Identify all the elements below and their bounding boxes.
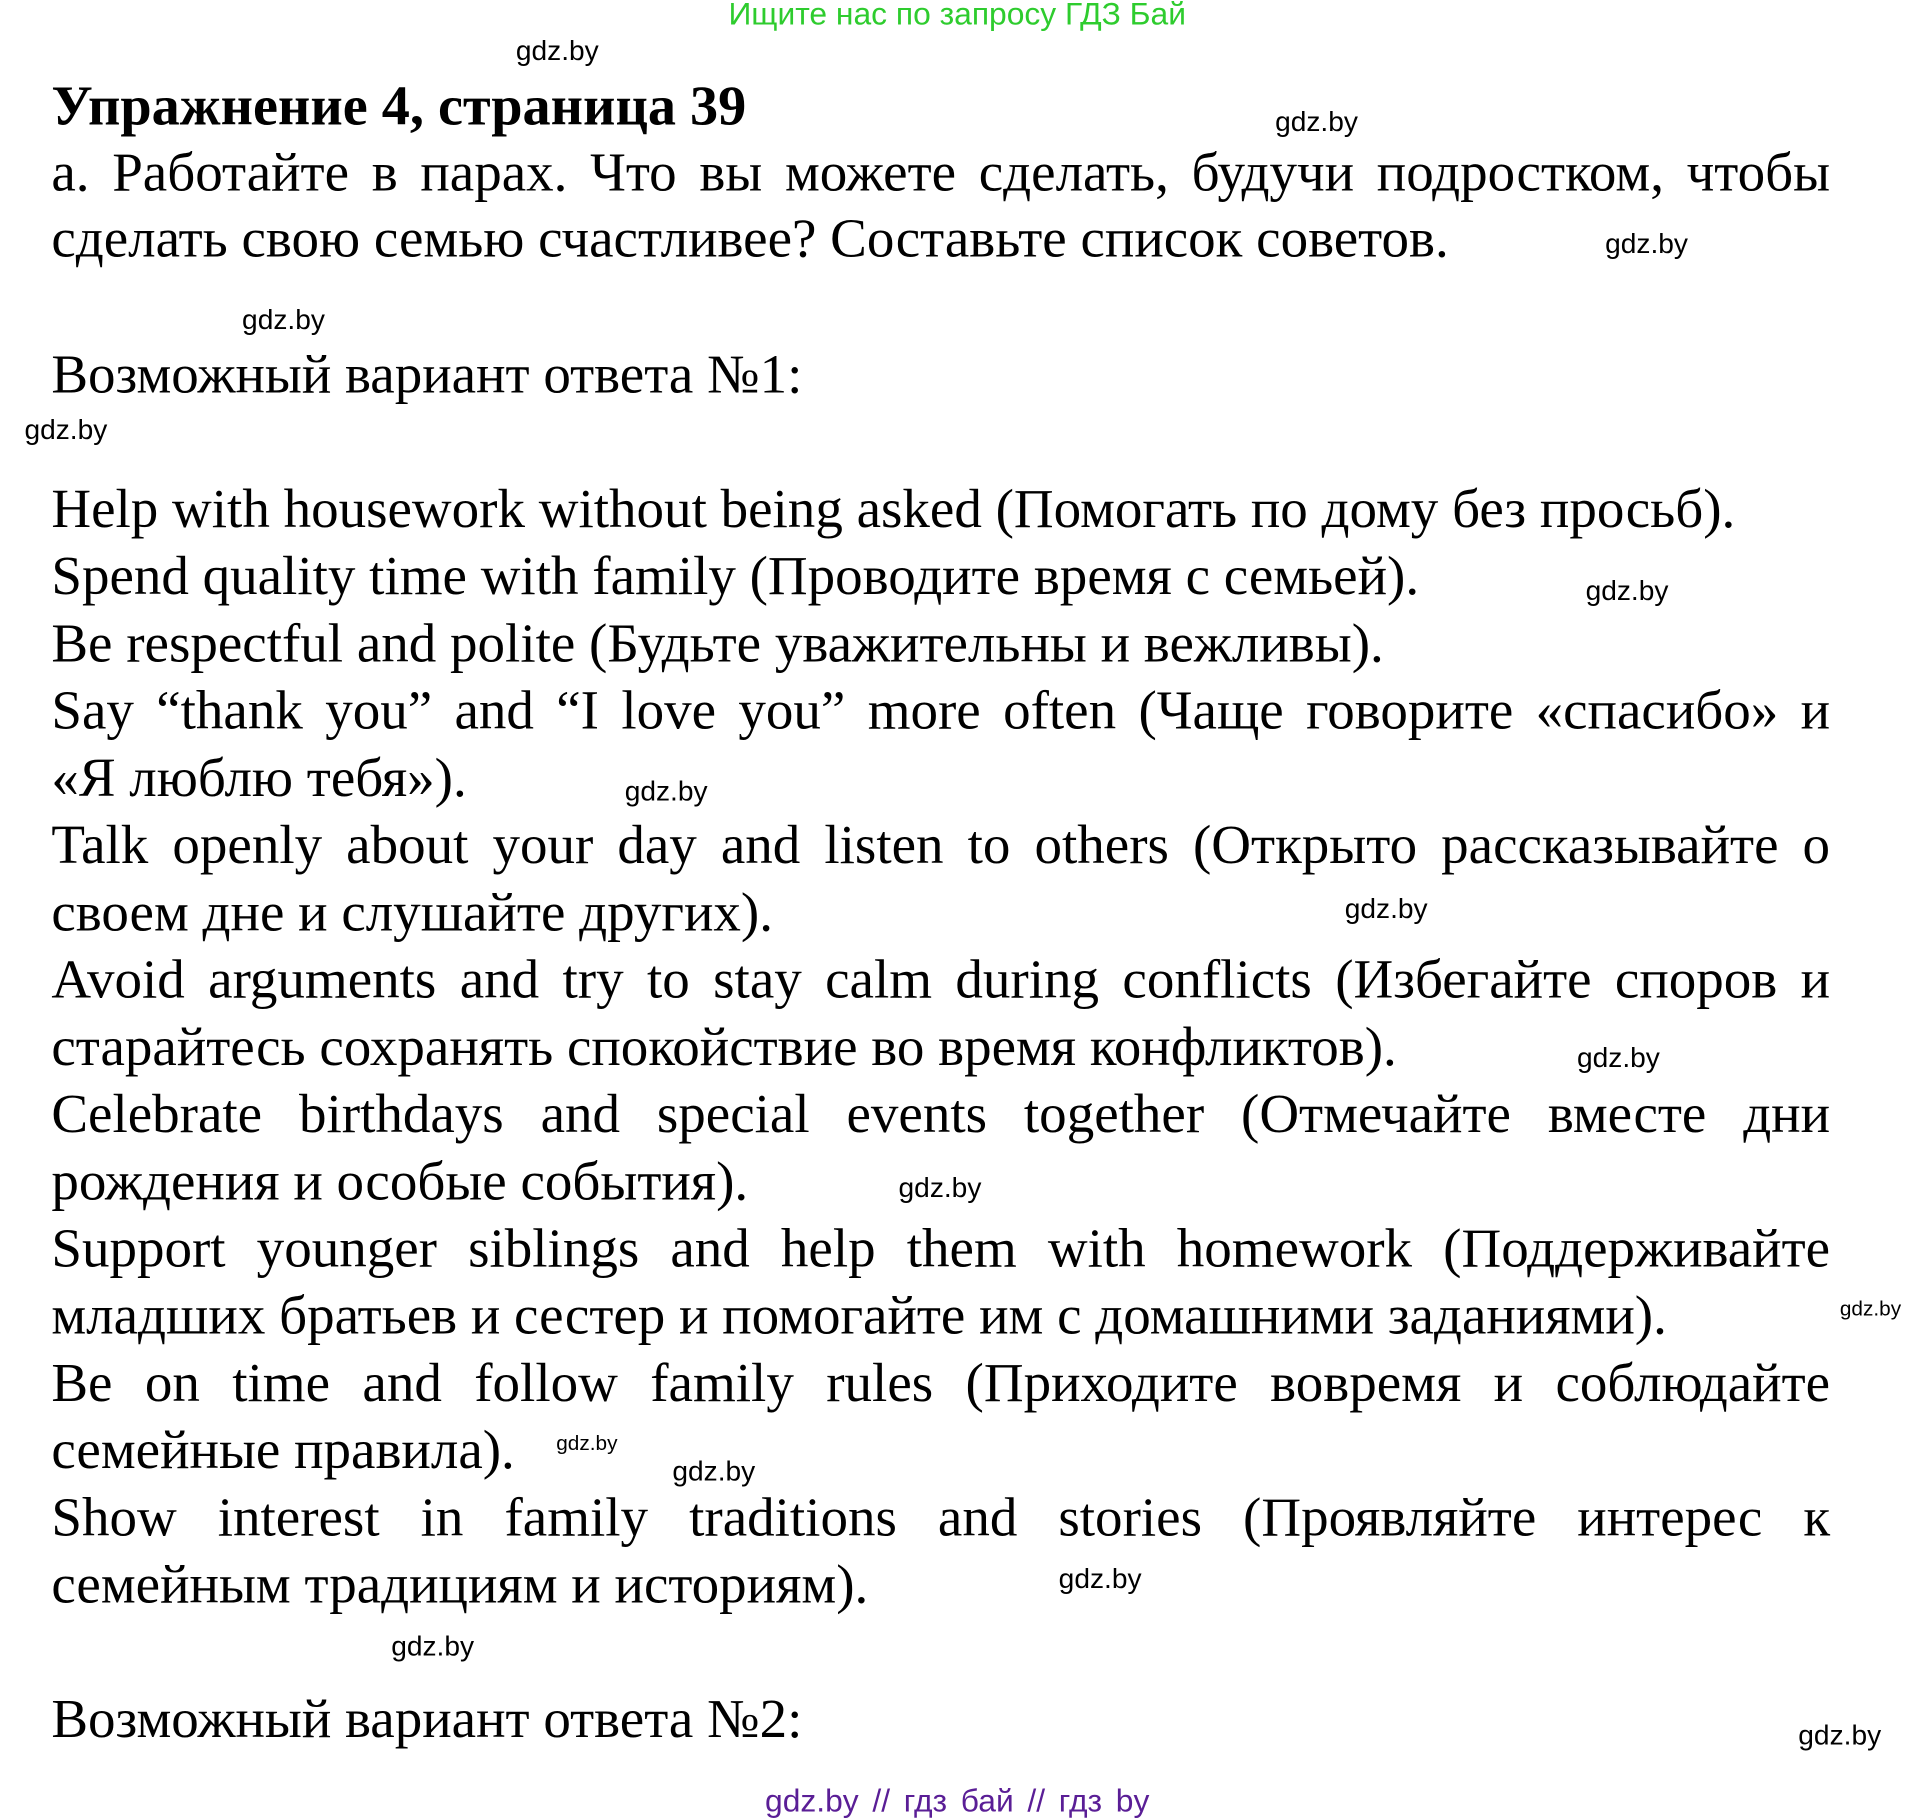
watermark: gdz.by [1839, 1297, 1902, 1321]
answer-line: Celebrate birthdays and special events together (Отмечайте вместе дни [51, 1083, 1831, 1145]
watermark: gdz.by [1058, 1562, 1142, 1595]
top-banner-link[interactable]: Ищите нас по запросу ГДЗ Бай [728, 0, 1186, 32]
answer-line: своем дне и слушайте других). [51, 881, 773, 943]
answer-line: Talk openly about your day and listen to others (Открыто рассказывайте о [51, 814, 1831, 876]
answer-line: Support younger siblings and help them with homework (Поддерживайте [51, 1217, 1831, 1279]
task-line: а. Работайте в парах. Что вы можете сделать, будучи подростком, чтобы [51, 141, 1831, 203]
answer-line: Show interest in family traditions and stories (Проявляйте интерес к [51, 1486, 1831, 1548]
exercise-title: Упражнение 4, страница 39 [51, 74, 747, 137]
answer-line: старайтесь сохранять спокойствие во время конфликтов). [51, 1015, 1397, 1078]
answer1-heading: Возможный вариант ответа №1: [51, 343, 803, 405]
watermark: gdz.by [672, 1454, 756, 1487]
answer-line: Spend quality time with family (Проводите время с семьей). [51, 545, 1420, 607]
answer-line: Be on time and follow family rules (Приходите вовремя и соблюдайте [51, 1352, 1831, 1414]
watermark: gdz.by [556, 1431, 618, 1455]
answer-line: семейные правила). [51, 1419, 515, 1481]
watermark: gdz.by [898, 1171, 982, 1203]
watermark: gdz.by [1275, 105, 1358, 137]
watermark: gdz.by [1798, 1718, 1882, 1751]
watermark: gdz.by [242, 303, 325, 335]
answer-line: младших братьев и сестер и помогайте им с домашними заданиями). [51, 1284, 1667, 1346]
watermark: gdz.by [24, 413, 108, 445]
answer-line: Be respectful and polite (Будьте уважительны и вежливы). [51, 612, 1384, 674]
answer2-heading: Возможный вариант ответа №2: [51, 1688, 803, 1750]
answer-line: «Я люблю тебя»). [51, 746, 467, 809]
answer-line: семейным традициям и историям). [51, 1553, 869, 1615]
watermark: gdz.by [515, 34, 599, 67]
answer-line: Say “thank you” and “I love you” more often (Чаще говорите «спасибо» и [51, 679, 1831, 741]
watermark: gdz.by [1605, 227, 1688, 260]
task-line: сделать свою семью счастливее? Составьте список советов. [51, 207, 1449, 269]
watermark: gdz.by [1585, 574, 1669, 607]
watermark: gdz.by [1344, 892, 1428, 925]
bottom-banner-link[interactable]: gdz.by // гдз бай // гдз by [765, 1782, 1150, 1819]
watermark: gdz.by [391, 1629, 475, 1662]
answer-line: Avoid arguments and try to stay calm during conflicts (Избегайте споров и [51, 948, 1831, 1010]
watermark: gdz.by [624, 775, 708, 807]
answer-line: рождения и особые события). [51, 1150, 749, 1212]
watermark: gdz.by [1577, 1041, 1660, 1074]
answer-line: Help with housework without being asked (Помогать по дому без просьб). [51, 477, 1736, 540]
